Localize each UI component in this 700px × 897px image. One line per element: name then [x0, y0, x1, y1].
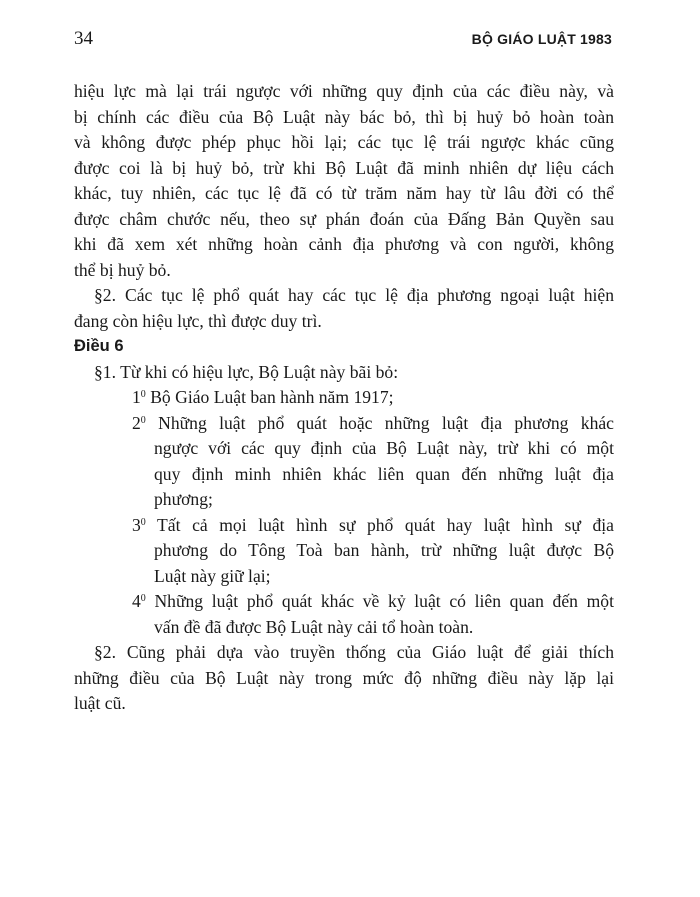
text-line: [74, 385, 614, 411]
line-text: vấn đề đã được Bộ Luật này cải tổ hoàn toàn.: [154, 616, 474, 637]
list-number: 4: [132, 591, 141, 611]
text-line: [74, 207, 614, 233]
line-text: Những luật phổ quát khác về kỷ luật có liên quan đến một: [145, 591, 614, 611]
line-text: Những luật phổ quát hoặc những luật địa phương khác: [145, 412, 614, 433]
text-line: [74, 538, 614, 564]
line-text: khác, tuy nhiên, các tục lệ đã có từ trăm năm hay từ lâu đời có thể: [74, 183, 614, 203]
ordinal-marker: 0: [140, 389, 146, 400]
text-line: [74, 79, 614, 105]
text-line: [74, 462, 614, 488]
text-line: [74, 411, 614, 437]
page-number: 34: [74, 28, 93, 49]
line-text: Bộ Giáo Luật ban hành năm 1917;: [145, 387, 394, 407]
line-text: bị chính các điều của Bộ Luật này bác bỏ, thì bị huỷ bỏ hoàn toàn: [74, 106, 614, 127]
line-text: quy định minh nhiên khác liên quan đến những luật địa: [154, 463, 614, 484]
text-line: [74, 360, 614, 386]
line-text: được coi là bị huỷ bỏ, trừ khi Bộ Luật đã minh nhiên dự liệu cách: [74, 157, 614, 178]
body-text: [74, 79, 614, 717]
text-line: [74, 309, 614, 335]
text-line: [74, 615, 614, 641]
text-line: [74, 564, 614, 590]
list-number: 3: [132, 514, 141, 535]
text-line: [74, 156, 614, 182]
line-text: Luật này giữ lại;: [154, 565, 271, 586]
text-line: [74, 130, 614, 156]
text-line: [74, 640, 614, 666]
text-line: [74, 666, 614, 692]
text-line: [74, 283, 614, 309]
list-number: 1: [132, 387, 141, 407]
running-header: [74, 28, 612, 52]
line-text: hiệu lực mà lại trái ngược với những quy định của các điều này, và: [74, 81, 614, 101]
line-text: phương do Tông Toà ban hành, trừ những luật được Bộ: [154, 540, 614, 560]
line-text: đang còn hiệu lực, thì được duy trì.: [74, 310, 322, 331]
article-heading: [74, 334, 614, 360]
text-line: [74, 232, 614, 258]
line-text: luật cũ.: [74, 693, 126, 713]
text-line: [74, 181, 614, 207]
line-text: ngược với các quy định của Bộ Luật này, trừ khi có một: [154, 438, 614, 458]
text-line: [74, 513, 614, 539]
ordinal-marker: 0: [140, 414, 146, 426]
line-text: được châm chước nếu, theo sự phán đoán của Đấng Bản Quyền sau: [74, 208, 614, 229]
text-line: [74, 258, 614, 284]
text-line: [74, 691, 614, 717]
line-text: phương;: [154, 489, 213, 509]
line-text: những điều của Bộ Luật này trong mức độ những điều này lặp lại: [74, 667, 614, 688]
text-line: [74, 436, 614, 462]
line-text: khi đã xem xét những hoàn cảnh địa phương và con người, không: [74, 234, 614, 254]
text-line: [74, 105, 614, 131]
line-text: §2. Các tục lệ phổ quát hay các tục lệ địa phương ngoại luật hiện: [94, 285, 614, 305]
line-text: Điều 6: [74, 337, 124, 355]
line-text: thể bị huỷ bỏ.: [74, 259, 171, 280]
line-text: §1. Từ khi có hiệu lực, Bộ Luật này bãi bỏ:: [94, 361, 399, 382]
text-line: [74, 589, 614, 615]
ordinal-marker: 0: [140, 593, 146, 604]
line-text: §2. Cũng phải dựa vào truyền thống của Giáo luật để giải thích: [94, 642, 614, 662]
book-title: BỘ GIÁO LUẬT 1983: [471, 31, 612, 47]
list-number: 2: [132, 412, 141, 433]
line-text: Tất cả mọi luật hình sự phổ quát hay luật hình sự địa: [145, 514, 614, 535]
text-line: [74, 487, 614, 513]
ordinal-marker: 0: [140, 516, 146, 528]
line-text: và không được phép phục hồi lại; các tục lệ trái ngược khác cũng: [74, 132, 614, 152]
